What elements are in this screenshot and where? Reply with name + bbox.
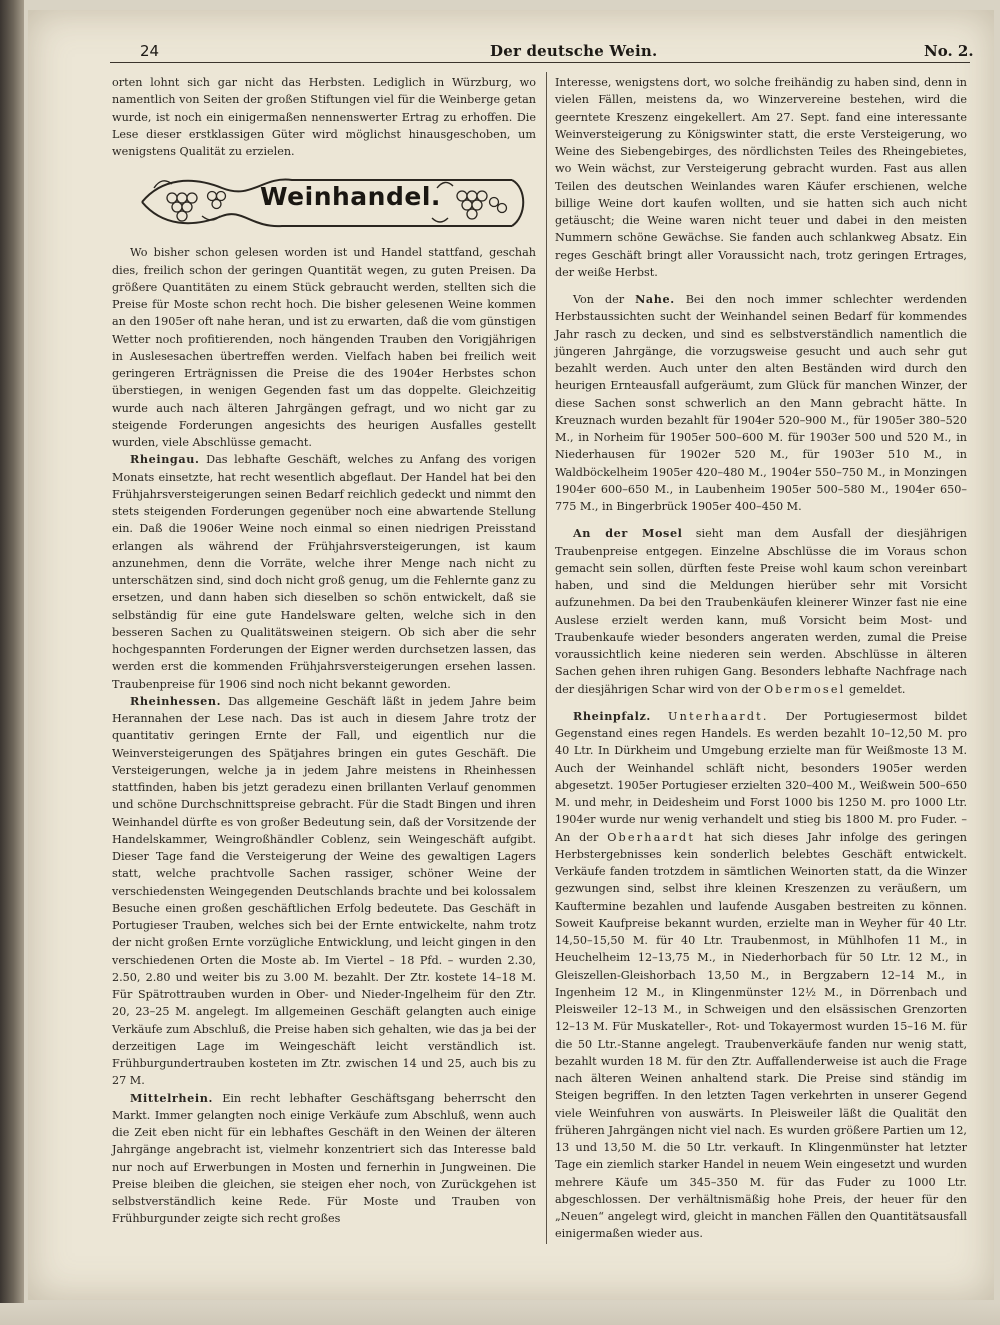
region-label-mittelrhein: Mittelrhein. xyxy=(130,1090,213,1105)
region-label-rheingau: Rheingau. xyxy=(130,452,200,467)
mittelrhein-continuation: Interesse, wenigstens dort, wo solche freihändig zu haben sind, denn in vielen Fällen, meistens da, wo Winzervereine bestehen, wird die geerntete Kreszenz eingekellert. Am 27. Sept. fand eine interessante Weinversteigerung zu Königswinter statt, die erste Versteigerung, wo Weine des Siebengebirges, des nördlichsten Teiles des Rheingebietes, wo Wein wächst, zur Versteigerung gebracht wurden. Fast aus allen Teilen des deutschen Weinlandes waren Käufer erschienen, welche billige Weine dort kaufen wollten, und sie hatten sich auch nicht getäuscht; die Weine waren nicht teuer und dabei in den meisten Nummern schöne Gewächse. Sie fanden auch schlankweg Absatz. Ein reges Geschäft bringt aller Voraussicht nach, trotz geringen Ertrages, der weiße Herbst. xyxy=(555,76,967,279)
issue-number: No. 2. xyxy=(924,42,974,60)
section-title: Weinhandel. xyxy=(260,182,441,212)
journal-title: Der deutsche Wein. xyxy=(490,42,658,60)
rheingau-paragraph xyxy=(112,451,536,693)
mosel-text: sieht man dem Ausfall der diesjährigen Traubenpreise entgegen. Einzelne Abschlüsse die im Voraus schon gemacht sein sollen, dürften feste Preise wohl kaum schon vereinbart haben, und sind die Meldungen hierüber sehr mit Vorsicht aufzunehmen. Da bei den Traubenkäufen kleinerer Winzer fast nie eine Auslese erzielt werden kann, muß Vorsicht beim Most- und Traubenkaufe wieder besonders angeraten werden, zumal die Preise voraussichtlich keine niederen sein werden. Abschlüsse in älteren Sachen gehen ihren ruhigen Gang. Besonders lebhafte Nachfrage nach der diesjährigen Schar wird von der xyxy=(555,527,967,696)
mittelrhein-text: Ein recht lebhafter Geschäftsgang beherrscht den Markt. Immer gelangten noch einige Verkäufe zum Abschluß, wenn auch die Zeit eben nicht für ein lebhaftes Geschäft in den Weinen der älteren Jahrgänge angebracht ist, vielmehr konzentriert sich das Interesse bald nur noch auf Erwerbungen in Mosten und fernerhin in Jungweinen. Die Preise bleiben die gleichen, sie steigen eher noch, von Zurückgehen ist selbstverständlich keine Rede. Für Moste und Trauben von Frühburgunder zeigte sich recht großes xyxy=(112,1091,536,1226)
mosel-paragraph xyxy=(555,525,967,698)
region-label-rheinpfalz: Rheinpfalz. xyxy=(573,708,651,723)
region-label-mosel: An der Mosel xyxy=(573,526,683,541)
mosel-end: gemeldet. xyxy=(849,682,906,696)
scan-binding-edge xyxy=(0,0,24,1325)
region-label-rheinhessen: Rheinhessen. xyxy=(130,693,222,708)
obermosel-term: Obermosel xyxy=(764,682,846,696)
scan-bottom-margin xyxy=(0,1303,1000,1325)
unterhaardt-term: Unterhaardt. xyxy=(668,709,769,723)
column-divider xyxy=(546,72,547,1244)
left-column xyxy=(112,74,536,1228)
intro-continuation: orten lohnt sich gar nicht das Herbsten. Lediglich in Würzburg, wo namentlich von Seiten der großen Stiftungen viel für die Weinberge getan wurde, ist noch ein einigermaßen nennenswerter Ertrag zu erhoffen. Die Lese dieser erstklassigen Güter wird möglichst hinausgeschoben, um wenigstens Qualität zu erzielen. xyxy=(112,76,536,158)
header-rule xyxy=(110,62,970,63)
nahe-paragraph xyxy=(555,291,967,515)
nahe-prefix: Von der xyxy=(573,293,625,306)
rheinpfalz-paragraph xyxy=(555,708,967,1243)
nahe-text: Bei den noch immer schlechter werdenden Herbstaussichten sucht der Weinhandel seinen Bedarf für kommendes Jahr rasch zu decken, und sind es selbstverständlich namentlich die jüngeren Jahrgänge, die vorzugsweise gesucht und auch sehr gut bezahlt werden. Auch unter den alten Beständen wird durch den heurigen Ernteausfall aufgeräumt, zum Glück für manchen Winzer, der diese Sachen sonst schwerlich an den Mann gebracht hätte. In Kreuznach wurden bezahlt für 1904er 520–900 M., für 1905er 380–520 M., in Norheim für 1905er 500–600 M. für 1903er 500 und 520 M., in Niederhausen für 1902er 520 M., für 1903er 510 M., in Waldböckelheim 1905er 420–480 M., 1904er 550–750 M., in Monzingen 1904er 600–650 M., in Laubenheim 1905er 500–580 M., 1904er 650–775 M., in Bingerbrück 1905er 400–450 M. xyxy=(555,293,968,513)
right-column xyxy=(555,74,967,1243)
oberhaardt-term: Oberhaardt xyxy=(607,830,696,844)
rheingau-text: Das lebhafte Geschäft, welches zu Anfang des vorigen Monats einsetzte, hat recht wesentlich abgeflaut. Der Handel hat bei den Frühjahrsversteigerungen seinen Bedarf reichlich gedeckt und nimmt den stets steigenden Forderungen gegenüber noch eine abwartende Stellung ein. Daß die 1906er Weine noch einmal so einen niedrigen Preisstand erlangen als während der Frühjahrsversteigerungen, ist kaum anzunehmen, denn die Vorräte, welche ihrer Menge nach nicht zu unterschätzen sind, sind doch nicht groß genug, um die Fehlernte ganz zu ersetzen, und dann haben sich dieselben so schön entwickelt, daß sie selbständig für eine gute Handelsware gelten, welche sich in den besseren Sachen zu Qualitätsweinen steigern. Ob sich aber die sehr hochgespannten Forderungen der Eigner werden durchsetzen lassen, das werden erst die kommenden Frühjahrsversteigerungen ersehen lassen. Traubenpreise für 1906 sind noch nicht bekannt geworden. xyxy=(112,453,537,691)
rheinhessen-paragraph xyxy=(112,693,536,1090)
weinhandel-intro: Wo bisher schon gelesen worden ist und Handel stattfand, geschah dies, freilich schon der geringen Quantität wegen, zu guten Preisen. Da größere Quantitäten zu einem Stück gebraucht werden, stellten sich die Preise für Moste schon recht hoch. Die bisher gelesenen Weine kommen an den 1905er oft nahe heran, und ist zu erwarten, daß die vom günstigen Wetter noch profitierenden, noch hängenden Trauben den Vorigjährigen in Auslesesachen übertreffen werden. Vielfach haben bei freilich weit geringeren Erträgnissen die Preise die des 1904er Herbstes schon überstiegen, in wenigen Gegenden fast um das doppelte. Gleichzeitig wurde auch nach älteren Jahrgängen gefragt, und wo nicht gar zu steigende Forderungen angesichts des heurigen Ausfalles gestellt wurden, viele Abschlüsse gemacht. xyxy=(112,246,536,449)
section-banner xyxy=(132,168,532,236)
rheinpfalz-text-2: hat sich dieses Jahr infolge des geringen Herbstergebnisses kein sonderlich belebtes Geschäft entwickelt. Verkäufe fanden trotzdem in sämtlichen Weinorten statt, da die Winzer gezwungen sind, selbst ihre kleinen Kreszenzen zu veräußern, um Kauftermine bezahlen und laufende Ausgaben bestreiten zu können. Soweit Kaufpreise bekannt wurden, erzielte man in Weyher für 40 Ltr. 14,50–15,50 M. für 40 Ltr. Traubenmost, in Mühlhofen 11 M., in Heuchelheim 12–13,75 M., in Niederhorbach für 50 Ltr. 12 M., in Gleiszellen-Gleishorbach 13,50 M., in Bergzabern 12–14 M., in Ingenheim 12 M., in Klingenmünster 12½ M., in Dörrenbach und Pleisweiler 12–13 M., in Schweigen und den elsässischen Grenzorten 12–13 M. Für Muskateller-, Rot- und Tokayermost wurden 15–16 M. für die 50 Ltr.-Stanne angelegt. Traubenverkäufe fanden nur wenig statt, bezahlt wurden 18 M. für den Ztr. Auffallenderweise ist auch die Frage nach älteren Weinen anhaltend stark. Die Preise sind ständig im Steigen begriffen. In den letzten Tagen verkehrten in unserer Gegend viele Weinfuhren von auswärts. In Pleisweiler läßt die Qualität den früheren Jahrgängen nicht viel nach. Es wurden größere Partien um 12, 13 und 13,50 M. die 50 Ltr. verkauft. In Klingenmünster hat letzter Tage ein ziemlich starker Handel in neuem Wein eingesetzt und wurden mehrere Käufe um 345–350 M. für das Fuder zu 1000 Ltr. abgeschlossen. Der verhältnismäßig hohe Preis, der heuer für den „Neuen“ angelegt wird, gleicht in manchen Fällen den Quantitätsausfall einigermaßen wieder aus. xyxy=(555,830,967,1241)
rheinpfalz-text-1: Der Portugiesermost bildet Gegenstand eines regen Handels. Es werden bezahlt 10–12,50 M. pro 40 Ltr. In Dürkheim und Umgebung erzielte man für Weißmoste 13 M. Auch der Weinhandel schläft nicht, besonders 1905er werden abgesetzt. 1905er Portugieser erzielten 320–400 M., Weißwein 500–650 M. und mehr, in Deidesheim und Forst 1000 bis 1250 M. pro 1000 Ltr. 1904er wurde nur wenig verhandelt und stieg bis 1800 M. pro Fuder. – An der xyxy=(555,709,967,844)
mittelrhein-paragraph xyxy=(112,1090,536,1228)
region-label-nahe: Nahe. xyxy=(635,292,675,306)
page-number: 24 xyxy=(140,42,160,60)
rheinhessen-text: Das allgemeine Geschäft läßt in jedem Jahre beim Herannahen der Lese nach. Das ist auch in diesem Jahre trotz der quantitativ geringen Ernte der Fall, und eigentlich nur die Weinversteigerungen des Spätjahres bringen ein gutes Geschäft. Die Versteigerungen, welche ja in jedem Jahre meistens in Rheinhessen stattfinden, haben bis jetzt geradezu einen brillanten Verlauf genommen und schöne Durchschnittspreise gebracht. Für die Stadt Bingen und ihren Weinhandel dürfte es von großer Bedeutung sein, daß der Vorsitzende der Handelskammer, Weingroßhändler Coblenz, sein Weingeschäft aufgibt. Dieser Tage fand die Versteigerung der Weine des gewaltigen Lagers statt, welche prachtvolle Sachen rassiger, schöner Weine der verschiedensten Weingegenden Deutschlands brachte und bei kolossalem Besuche einen großen geschäftlichen Erfolg bedeutete. Das Geschäft in Portugieser Trauben, welches sich bei der Ernte entwickelte, nahm trotz der nicht großen Ernte vorzügliche Entwicklung, und leicht gingen in den verschiedenen Orten die Moste ab. Im Viertel – 18 Pfd. – wurden 2.30, 2.50, 2.80 und weiter bis zu 3.00 M. bezahlt. Der Ztr. kostete 14–18 M. Für Spätrottrauben wurden in Ober- und Nieder-Ingelheim für den Ztr. 20, 23–25 M. angelegt. Im allgemeinen Geschäft gelangten auch einige Verkäufe zum Abschluß, die Preise haben sich gehalten, wie das ja bei der derzeitigen Lage im Weingeschäft leicht verständlich ist. Frühburgundertrauben kosteten im Ztr. zwischen 14 und 25, auch bis zu 27 M. xyxy=(112,694,536,1088)
